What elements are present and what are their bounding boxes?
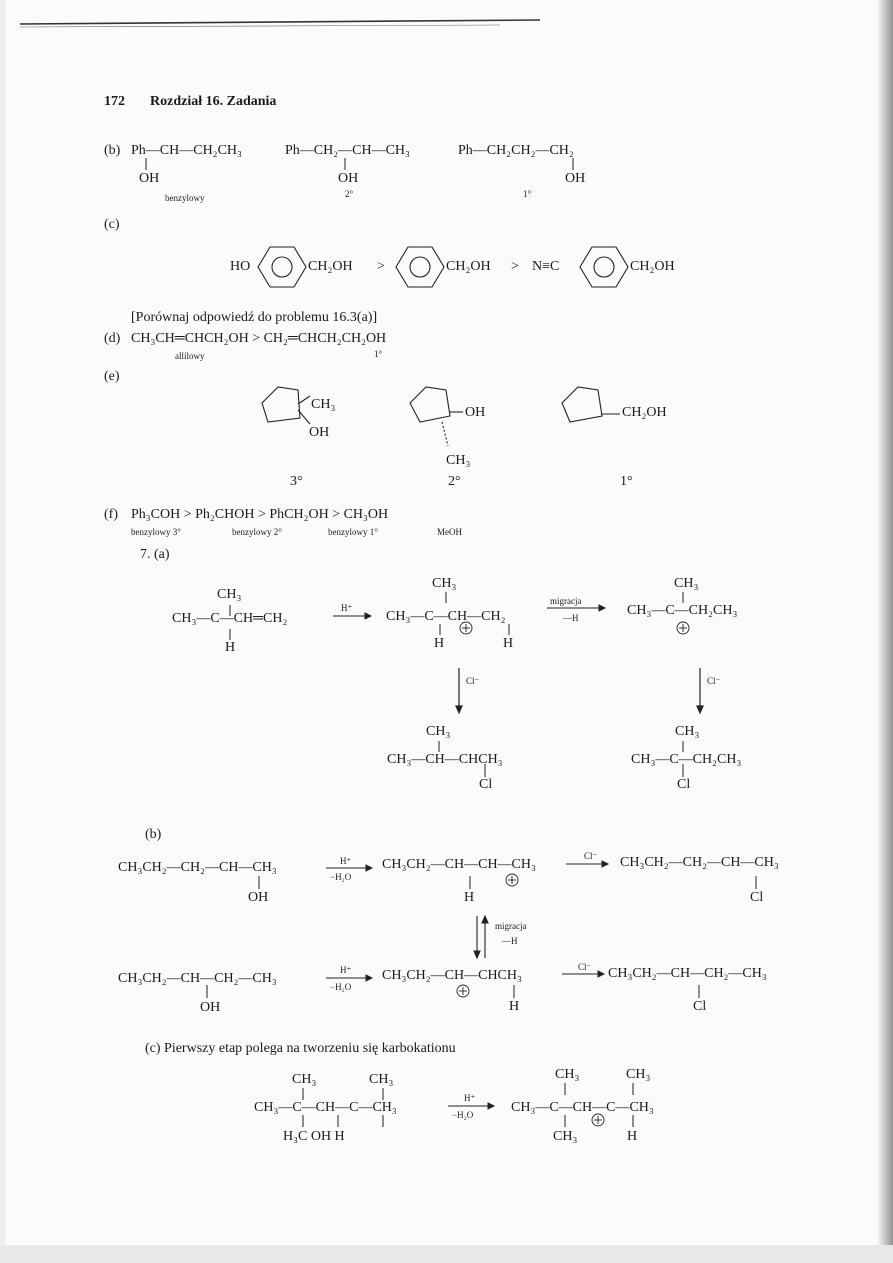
c-g3: CH₂OH (630, 259, 675, 274)
7c-l-top1: CH₃ (292, 1072, 317, 1087)
benzene-ring-3 (580, 247, 628, 287)
7b-hplus-2: H⁺ (340, 965, 352, 975)
7c-r-top2: CH₃ (626, 1067, 651, 1082)
arrow-cl-down-2 (697, 668, 703, 713)
7c-l-top2: CH₃ (369, 1072, 394, 1087)
formula-b3: Ph—CH₂CH₂—CH₂ (458, 143, 574, 158)
7b-r1a: CH₃CH₂—CH₂—CH—CH₃ (118, 860, 277, 875)
7c-r-bot1: CH₃ (553, 1129, 578, 1144)
7b-cl-2: Cl⁻ (578, 962, 592, 972)
7b-r2a: CH₃CH₂—CH—CH₂—CH₃ (118, 971, 277, 986)
c-gt2: > (511, 259, 519, 274)
top-rule-thin (20, 25, 500, 27)
7c-hplus: H⁺ (464, 1093, 476, 1103)
label-d: (d) (104, 331, 121, 346)
note-b2: 2° (345, 189, 354, 199)
7a-r1-bot: H (225, 640, 236, 655)
7b-h2o-1: −H₂O (330, 872, 352, 882)
e-m2-b: CH₃ (446, 453, 471, 468)
arrow-7b-cl-1 (566, 861, 608, 867)
7a-mig-h: —H (563, 613, 579, 623)
7c-r-top1: CH₃ (555, 1067, 580, 1082)
7b-r2c: CH₃CH₂—CH—CH₂—CH₃ (608, 966, 767, 981)
arrow-7c (448, 1103, 494, 1109)
7a-p1-bot: Cl (479, 777, 493, 792)
e-m1-deg: 3° (290, 474, 303, 489)
chapter-title: Rozdział 16. Zadania (150, 94, 277, 109)
7a-r2-top: CH₃ (432, 576, 457, 591)
7c-h2o: −H₂O (452, 1110, 474, 1120)
label-b: (b) (104, 143, 121, 158)
charge-circle-7b-1 (506, 874, 518, 886)
e-m1-b: OH (309, 425, 330, 440)
e-m2-a: OH (465, 405, 486, 420)
charge-circle-7a-2 (677, 622, 689, 634)
7c-r-mid: CH₃—C—CH—C—CH₃ (511, 1100, 654, 1115)
arrow-h-plus (333, 613, 371, 619)
7a-r3-top: CH₃ (674, 576, 699, 591)
7c-text: (c) Pierwszy etap polega na tworzeniu się karbokationu (145, 1041, 456, 1056)
cyclopentane-3 (562, 387, 620, 422)
7b-mig-h: —H (502, 936, 518, 946)
label-f: (f) (104, 507, 118, 522)
e-m2-deg: 2° (448, 474, 461, 489)
7a-r1-top: CH₃ (217, 587, 242, 602)
top-rule (20, 20, 540, 24)
7b-r2b-bot: H (509, 999, 520, 1014)
formula-b1-oh: OH (139, 171, 160, 186)
c-g2: CH₂OH (446, 259, 491, 274)
7b-r1c: CH₃CH₂—CH₂—CH—CH₃ (620, 855, 779, 870)
7b-h2o-2: −H₂O (330, 982, 352, 992)
7b-r2a-bot: OH (200, 1000, 221, 1015)
7b-r1b: CH₃CH₂—CH—CH—CH₃ (382, 857, 536, 872)
arrow-7b-migracja (474, 916, 488, 958)
d-n2: 1° (374, 349, 383, 359)
cyclopentane-2 (410, 387, 463, 446)
7b-cl-1: Cl⁻ (584, 851, 598, 861)
7b-r1a-bot: OH (248, 890, 269, 905)
c-gt1: > (377, 259, 385, 274)
label-7a: 7. (a) (140, 547, 170, 562)
7a-r3-mid: CH₃—C—CH₂CH₃ (627, 603, 738, 618)
note-b3: 1° (523, 189, 532, 199)
formula-b1: Ph—CH—CH₂CH₃ (131, 143, 242, 158)
7b-r2b: CH₃CH₂—CH—CHCH₃ (382, 968, 522, 983)
7a-p2-top: CH₃ (675, 724, 700, 739)
7a-r2-mid: CH₃—C—CH—CH₂ (386, 609, 506, 624)
label-e: (e) (104, 369, 120, 384)
formula-b3-oh: OH (565, 171, 586, 186)
arrow-cl-down-1 (456, 668, 462, 713)
formula-b2-oh: OH (338, 171, 359, 186)
7b-r2c-bot: Cl (693, 999, 707, 1014)
7a-r2-bot1: H (434, 636, 445, 651)
charge-circle-7b-2 (457, 985, 469, 997)
f-eq: Ph₃COH > Ph₂CHOH > PhCH₂OH > CH₃OH (131, 507, 389, 522)
f-n1: benzylowy 3° (131, 527, 181, 537)
7a-mig: migracja (550, 596, 582, 606)
c-note: [Porównaj odpowiedź do problemu 16.3(a)] (131, 310, 378, 325)
arrow-7b-2 (326, 975, 372, 981)
benzene-ring-2 (396, 247, 444, 287)
7c-r-bot2: H (627, 1129, 638, 1144)
benzene-ring-1 (258, 247, 306, 287)
f-n2: benzylowy 2° (232, 527, 282, 537)
d-n1: allilowy (175, 351, 205, 361)
note-b1: benzylowy (165, 193, 205, 203)
f-n3: benzylowy 1° (328, 527, 378, 537)
7c-l-bot: H₃C OH H (283, 1129, 345, 1144)
formula-b2: Ph—CH₂—CH—CH₃ (285, 143, 410, 158)
7a-cl2: Cl⁻ (707, 676, 721, 686)
label-7b: (b) (145, 827, 162, 842)
c-nc: N≡C (532, 259, 560, 274)
cyclopentane-1 (262, 387, 310, 424)
c-ho: HO (230, 259, 251, 274)
7a-cl1: Cl⁻ (466, 676, 480, 686)
7a-p2-mid: CH₃—C—CH₂CH₃ (631, 752, 742, 767)
7a-r2-bot2: H (503, 636, 514, 651)
c-g1: CH₂OH (308, 259, 353, 274)
e-m3-deg: 1° (620, 474, 633, 489)
e-m1-a: CH₃ (311, 397, 336, 412)
e-m3-a: CH₂OH (622, 405, 667, 420)
7b-r1c-bot: Cl (750, 890, 764, 905)
7a-p1-mid: CH₃—CH—CHCH₃ (387, 752, 503, 767)
7a-p1-top: CH₃ (426, 724, 451, 739)
7b-hplus-1: H⁺ (340, 856, 352, 866)
7a-r1-mid: CH₃—C—CH═CH₂ (172, 611, 288, 626)
7b-mig: migracja (495, 921, 527, 931)
7c-l-mid: CH₃—C—CH—C—CH₃ (254, 1100, 397, 1115)
label-c: (c) (104, 217, 120, 232)
7a-hplus: H⁺ (341, 603, 353, 613)
f-n4: MeOH (437, 527, 462, 537)
7a-p2-bot: Cl (677, 777, 691, 792)
page-number: 172 (104, 94, 125, 109)
d-eq: CH₃CH═CHCH₂OH > CH₂═CHCH₂CH₂OH (131, 331, 387, 346)
7b-r1b-bot: H (464, 890, 475, 905)
charge-circle-7c (592, 1114, 604, 1126)
